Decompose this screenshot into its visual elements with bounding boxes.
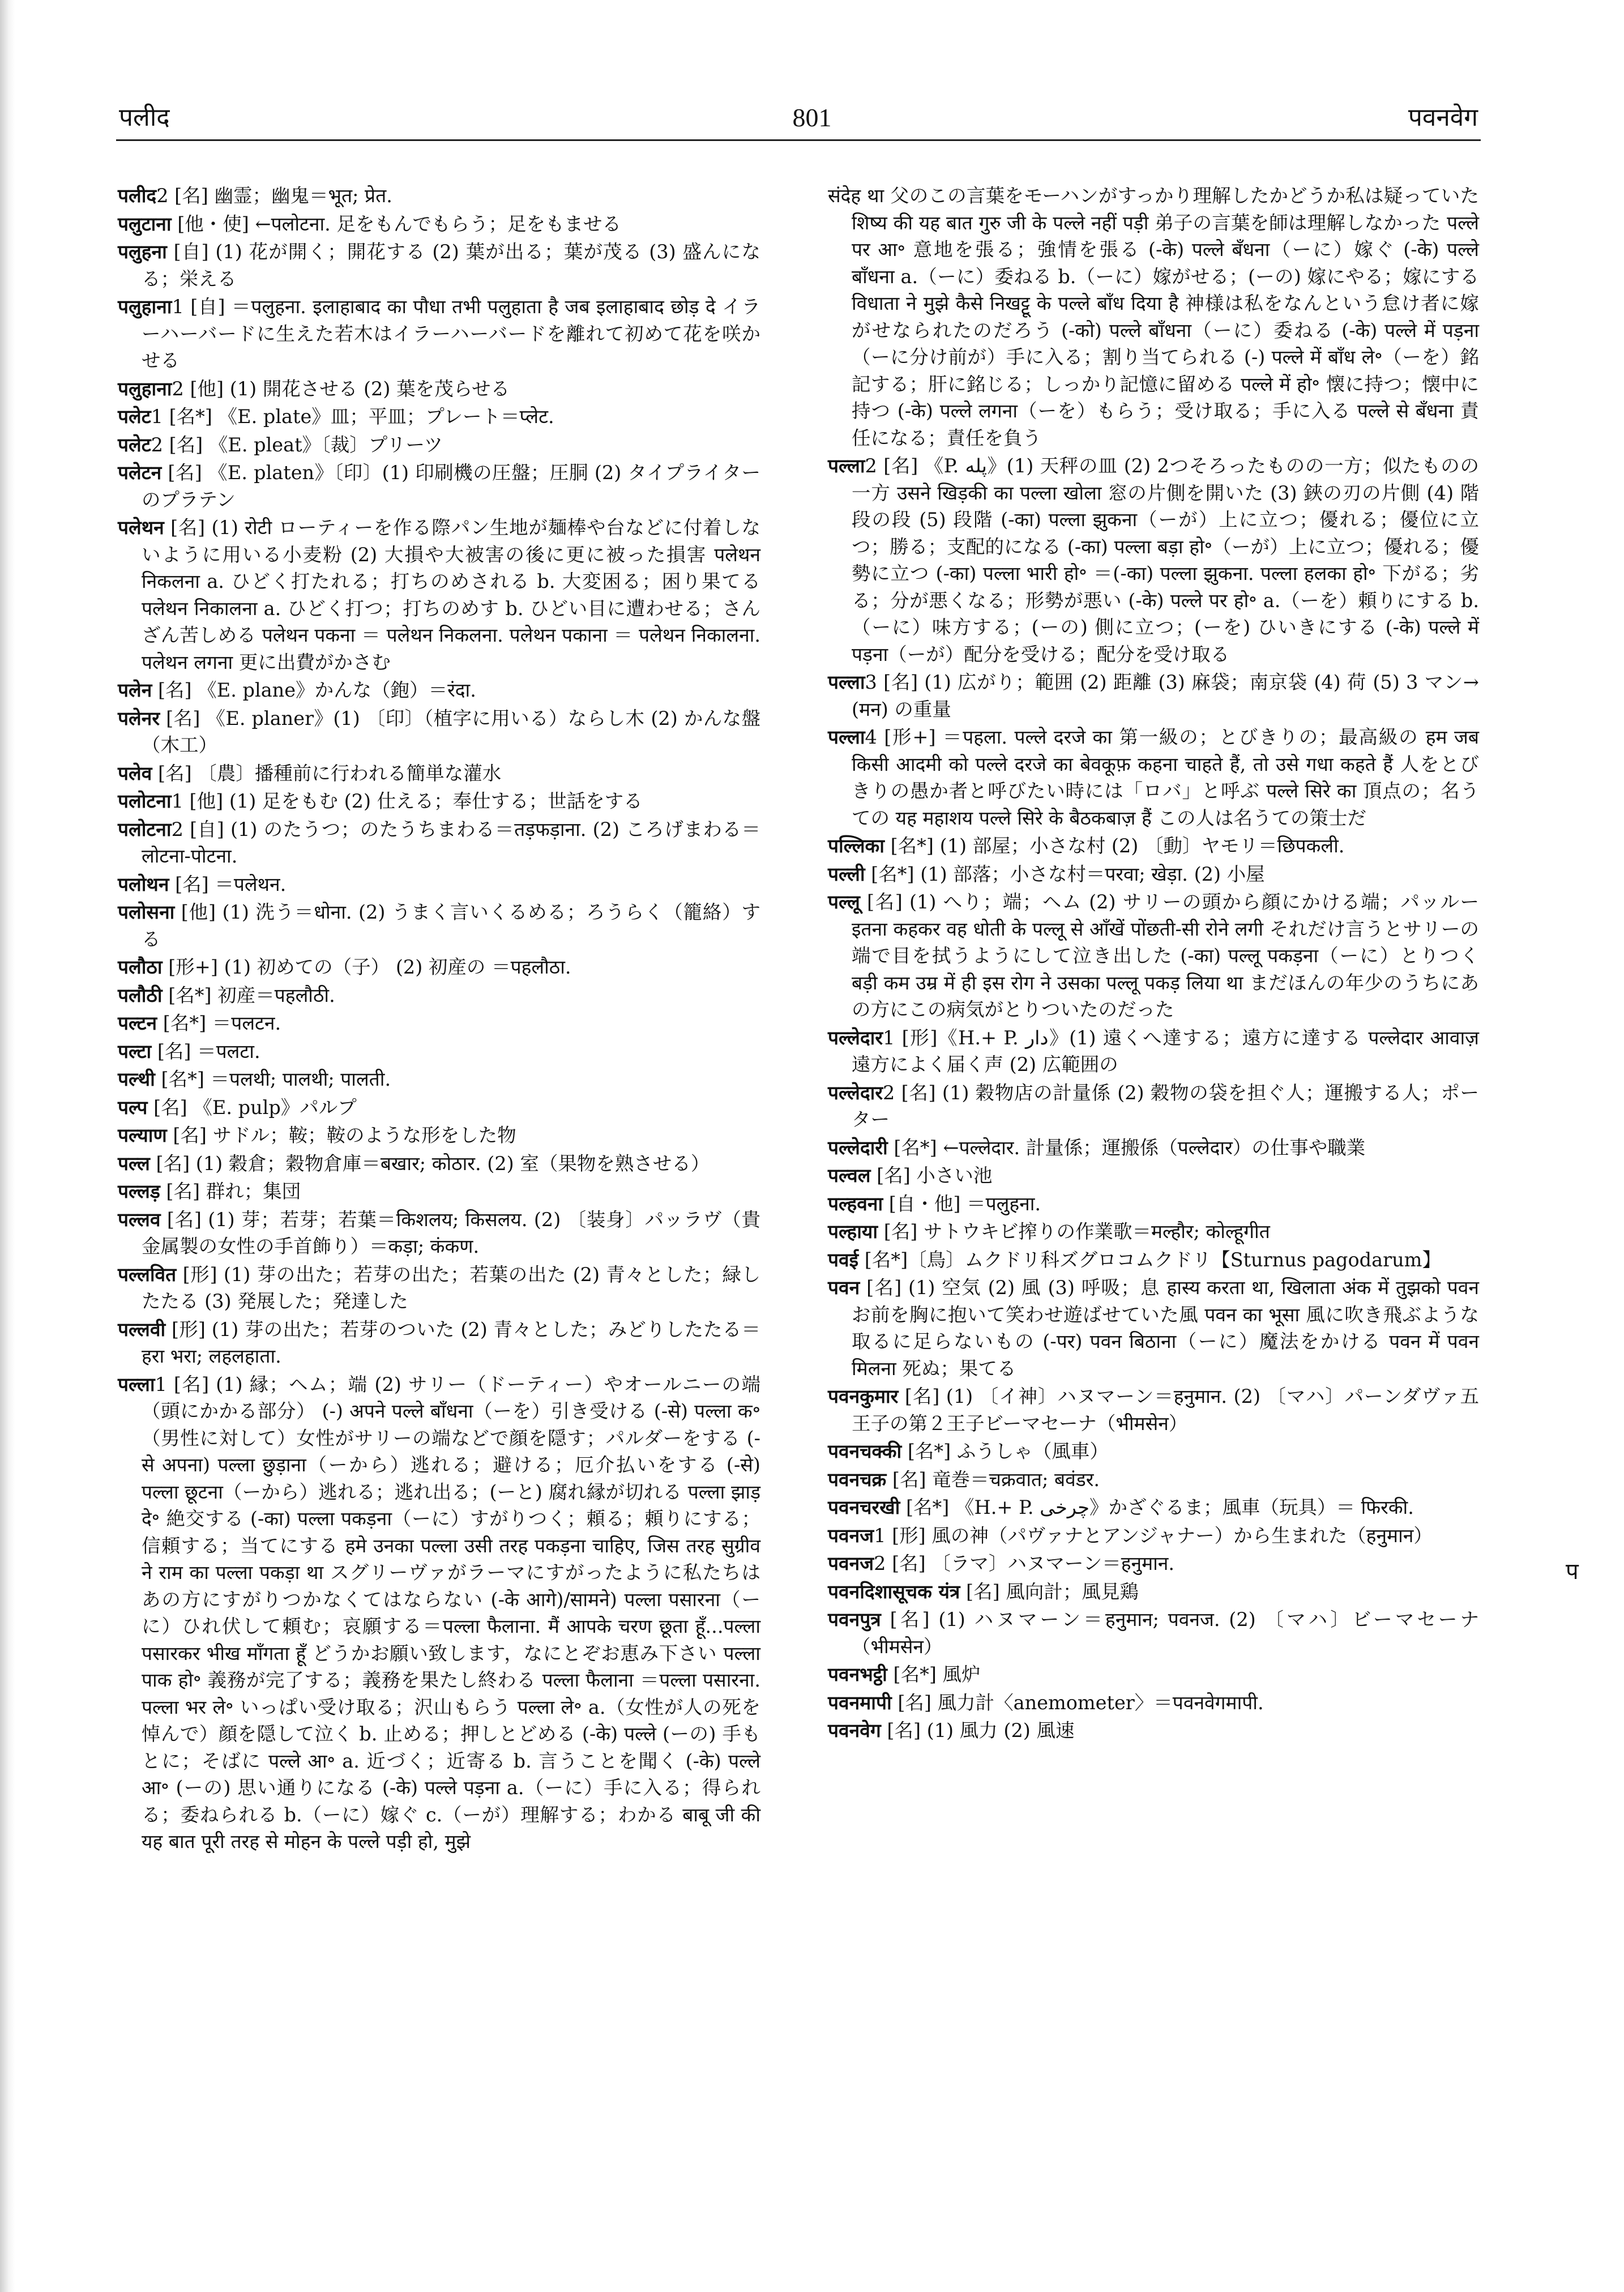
entry-definition: [名] サトウキビ搾りの作業歌＝मल्हौर; कोल्हूगीत xyxy=(878,1220,1270,1243)
entry-headword: पवई xyxy=(828,1248,859,1271)
dictionary-entry xyxy=(118,1038,760,1065)
entry-definition: [名*] ←पल्लेदार. 計量係；運搬係（पल्लेदार）の仕事や職業 xyxy=(887,1136,1366,1159)
thumb-index-letter: प xyxy=(1566,1559,1579,1585)
entry-headword: पलुहाना xyxy=(118,296,172,318)
entry-definition: [名] (1) ハヌマーン＝हनुमान; पवनज. (2) 〔マハ〕ビーマセーナ（भीमसेन） xyxy=(852,1608,1479,1658)
entry-headword: पलेव xyxy=(118,762,152,784)
entry-definition: [名] 《E. plane》かんな（鉋）＝रंदा. xyxy=(152,679,476,701)
dictionary-entry xyxy=(118,1150,760,1177)
entry-definition: [名*] 風炉 xyxy=(887,1663,981,1685)
entry-headword: पलेटन xyxy=(118,462,162,484)
entry-definition: [名] (1) 風力 (2) 風速 xyxy=(881,1719,1075,1742)
entry-definition: [名*] ふうしゃ（風車） xyxy=(901,1440,1109,1462)
right-column xyxy=(828,182,1479,1745)
entry-headword: पलोथन xyxy=(118,873,169,895)
entry-definition: [他] (1) 洗う＝धोना. (2) うまく言いくるめる；ろうらく（籠絡）する xyxy=(142,901,760,950)
dictionary-entry xyxy=(118,871,760,898)
entry-headword: पलेथन xyxy=(118,517,164,539)
entry-headword: पवनचरखी xyxy=(828,1496,900,1518)
left-column xyxy=(118,182,760,1856)
entry-definition: [名*] (1) 部屋；小さな村 (2) 〔動〕ヤモリ＝छिपकली. xyxy=(884,835,1345,857)
entry-headword: पवन xyxy=(828,1277,860,1299)
dictionary-entry xyxy=(828,1134,1479,1162)
entry-headword: पवनकुमार xyxy=(828,1385,899,1407)
entry-headword: पवनपुत्र xyxy=(828,1608,881,1631)
entry-headword: पवनवेग xyxy=(828,1719,881,1742)
entry-definition: [名] サドル；鞍；鞍のような形をした物 xyxy=(166,1124,516,1146)
dictionary-entry xyxy=(118,677,760,704)
entry-definition: [名*] 初産＝पहलौठी. xyxy=(162,984,335,1006)
dictionary-entry xyxy=(118,954,760,981)
dictionary-entry xyxy=(118,514,760,676)
entry-definition: [名] (1) रोटी ローティーを作る際パン生地が麺棒や台などに付着しないように用いる小麦粉 (2) 大損や大被害の後に更に被った損害 पलेथन निकलना a. ひどく打たれる；打ちのめされる b. 大変困る；困り果てる पलेथन निकालना a. ひどく打つ；打ちのめす b. ひどい目に遭わせる；さんざん苦しめる पलेथन पकना ＝ पलेथन निकलना. पलेथन पकाना ＝ पलेथन निकालना. पलेथन लगना 更に出費がかさむ xyxy=(142,517,760,673)
entry-headword: पलुहाना xyxy=(118,377,172,400)
dictionary-entry xyxy=(118,375,760,403)
entry-definition: 2 [自] (1) のたうつ；のたうちまわる＝तड़फड़ाना. (2) ころげまわる＝लोटना-पोटना. xyxy=(142,818,760,867)
entry-definition: [自] (1) 花が開く；開花する (2) 葉が出る；葉が茂る (3) 盛んになる；栄える xyxy=(142,241,760,290)
entry-definition: [名] ＝पलटा. xyxy=(151,1040,260,1062)
dictionary-entry xyxy=(118,1261,760,1315)
dictionary-entry xyxy=(118,1316,760,1370)
dictionary-entry xyxy=(118,1122,760,1149)
entry-definition: [名] 《E. planer》(1) 〔印〕（植字に用いる）ならし木 (2) かんな盤（木工） xyxy=(142,707,760,756)
entry-headword: पलौठी xyxy=(118,984,163,1006)
entry-headword: पवनचक्र xyxy=(828,1468,887,1491)
entry-definition: [名] (1) 〔イ神〕ハヌマーン＝हनुमान. (2) 〔マハ〕パーンダヴァ五王子の第２王子ビーマセーナ（भीमसेन） xyxy=(852,1385,1479,1435)
dictionary-entry xyxy=(118,816,760,870)
dictionary-entry xyxy=(828,1661,1479,1688)
entry-definition: [名*] 《H.+ P. چرخی》かざぐるま；風車（玩具）＝ फिरकी. xyxy=(900,1496,1414,1518)
entry-definition: [形] (1) 芽の出た；若芽のついた (2) 青々とした；みどりしたたる＝हरा भरा; लहलहाता. xyxy=(142,1318,760,1367)
dictionary-entry xyxy=(118,982,760,1009)
dictionary-entry xyxy=(828,1606,1479,1660)
entry-headword: पल्वल xyxy=(828,1164,871,1186)
dictionary-entry xyxy=(828,1190,1479,1218)
dictionary-entry xyxy=(118,899,760,953)
dictionary-entry xyxy=(118,182,760,210)
dictionary-entry xyxy=(118,1094,760,1121)
entry-headword: पलुटाना xyxy=(118,212,172,235)
entry-headword: पल्लेदार xyxy=(828,1026,883,1049)
dictionary-entry xyxy=(828,861,1479,888)
entry-definition: संदेह था 父のこの言葉をモーハンがすっかり理解したかどうか私は疑っていた शिष्य की यह बात गुरु जी के पल्ले नहीं पड़ी 弟子の言葉を師は理解しなかった पल्ले पर आ॰ 意地を張る；強情を張る (-के) पल्ले बँधना（ーに）嫁ぐ (-के) पल्ले बाँधना a.（ーに）委ねる b.（ーに）嫁がせる；(ーの) 嫁にやる；嫁にする विधाता ने मुझे कैसे निखट्टू के पल्ले बाँध दिया है 神様は私をなんという怠け者に嫁がせなられたのだろう (-को) पल्ले बाँधना（ーに）委ねる (-के) पल्ले में पड़ना（ーに分け前が）手に入る；割り当てられる (-) पल्ले में बाँध ले॰（ーを）銘記する；肝に銘じる；しっかり記憶に留める पल्ले में हो॰ 懐に持つ；懐中に持つ (-के) पल्ले लगना（ーを）もらう；受け取る；手に入る पल्ले से बँधना 責任になる；責任を負う xyxy=(828,185,1480,449)
entry-headword: पलेट xyxy=(118,433,151,456)
header-rule xyxy=(116,139,1481,141)
entry-definition: [形+] (1) 初めての（子） (2) 初産の ＝पहलौठा. xyxy=(162,956,571,978)
entry-headword: पलुहना xyxy=(118,241,167,263)
dictionary-entry xyxy=(118,1010,760,1037)
entry-definition: [名*] ＝पलथी; पालथी; पालती. xyxy=(155,1068,391,1090)
dictionary-entry xyxy=(828,1162,1479,1189)
dictionary-entry xyxy=(118,788,760,815)
dictionary-entry xyxy=(828,1274,1479,1382)
entry-headword: पवनचक्की xyxy=(828,1440,902,1462)
entry-headword: पलेट xyxy=(118,406,151,428)
dictionary-entry xyxy=(828,724,1479,831)
entry-headword: पल्ली xyxy=(828,863,865,885)
dictionary-entry xyxy=(118,1178,760,1205)
entry-headword: पलेनर xyxy=(118,707,160,729)
entry-definition: 2 [名] (1) 穀物店の計量係 (2) 穀物の袋を担ぐ人；運搬する人；ポーター xyxy=(852,1081,1479,1130)
dictionary-entry xyxy=(828,453,1479,668)
header-right-guide-word: पवनवेग xyxy=(1408,103,1478,132)
entry-headword: पल्लेदार xyxy=(828,1081,883,1104)
entry-definition: [名*] ＝पलटन. xyxy=(157,1012,281,1034)
dictionary-entry xyxy=(118,1066,760,1093)
entry-headword: पल्हाया xyxy=(828,1220,878,1243)
entry-headword: पवनज xyxy=(828,1524,874,1547)
dictionary-entry xyxy=(828,1466,1479,1493)
dictionary-entry xyxy=(828,669,1479,723)
entry-headword: पवनभट्ठी xyxy=(828,1663,887,1685)
entry-definition: [名] (1) 空気 (2) 風 (3) 呼吸；息 हास्य करता था, खिलाता अंक में तुझको पवन お前を胸に抱いて笑わせ遊ばせていた風 पवन का भूसा 風に吹き飛ぶような取るに足らないもの (-पर) पवन बिठाना（ーに）魔法をかける पवन में पवन मिलना 死ぬ；果てる xyxy=(852,1277,1479,1380)
dictionary-entry xyxy=(828,1218,1479,1245)
entry-headword: पलीद xyxy=(118,185,157,207)
dictionary-entry xyxy=(828,833,1479,860)
entry-headword: पल्टा xyxy=(118,1040,152,1062)
entry-definition: [名] 風向計；風見鶏 xyxy=(960,1580,1139,1603)
entry-headword: पवनज xyxy=(828,1552,874,1574)
entry-definition: 2 [名] 〔ラマ〕ハヌマーン＝हनुमान. xyxy=(874,1552,1175,1574)
entry-definition: [名] (1) へり；端；ヘム (2) サリーの頭から顔にかける端；パッルー इतना कहकर वह धोती के पल्लू से आँखें पोंछती-सी रोने लगी それだけ言うとサリーの端で目を拭うようにして泣き出した (-का) पल्लू पकड़ना（ーに）とりつく बड़ी कम उम्र में ही इस रोग ने उसका पल्लू पकड़ लिया था まだほんの年少のうちにあの方にこの病気がとりついたのだった xyxy=(852,891,1479,1021)
entry-headword: पल्लड़ xyxy=(118,1180,160,1202)
dictionary-entry xyxy=(828,1717,1479,1744)
entry-definition: 3 [名] (1) 広がり；範囲 (2) 距離 (3) 麻袋；南京袋 (4) 荷 (5) 3 マン→ (मन) の重量 xyxy=(852,671,1479,720)
entry-definition: [名] 〔農〕播種前に行われる簡単な灌水 xyxy=(152,762,502,784)
entry-definition: [名] (1) 穀倉；穀物倉庫＝बखार; कोठार. (2) 室（果物を熟させる） xyxy=(149,1152,710,1175)
entry-headword: पल्टन xyxy=(118,1012,157,1034)
entry-headword: पल्ल xyxy=(118,1152,150,1175)
entry-headword: पलोटना xyxy=(118,790,172,812)
dictionary-entry xyxy=(828,1578,1479,1606)
entry-definition: 1 [他] (1) 足をもむ (2) 仕える；奉仕する；世話をする xyxy=(171,790,643,812)
dictionary-entry xyxy=(828,1522,1479,1550)
entry-headword: पल्याण xyxy=(118,1124,167,1146)
dictionary-entry xyxy=(828,1438,1479,1465)
dictionary-entry xyxy=(118,459,760,513)
entry-definition: [名] 小さい池 xyxy=(870,1164,993,1186)
dictionary-entry xyxy=(118,293,760,374)
dictionary-entry xyxy=(118,1371,760,1855)
entry-headword: पलोसना xyxy=(118,901,175,923)
entry-headword: पलोटना xyxy=(118,818,172,840)
entry-definition: [名*] (1) 部落；小さな村＝परवा; खेड़ा. (2) 小屋 xyxy=(865,863,1265,885)
dictionary-entry xyxy=(118,432,760,459)
entry-headword: पल्ला xyxy=(118,1373,155,1395)
entry-headword: पल्प xyxy=(118,1096,148,1119)
entry-definition: 1 [形] 風の神（パヴァナとアンジャナー）から生まれた（हनुमान） xyxy=(874,1524,1433,1547)
entry-headword: पवनदिशासूचक यंत्र xyxy=(828,1580,960,1603)
entry-definition: 1 [名] (1) 縁；ヘム；端 (2) サリー（ドーティー）やオールニーの端（頭にかかる部分） (-) अपने पल्ले बाँधना（ーを）引き受ける (-से) पल्ला क॰（男性に対して）女性がサリーの端などで顔を隠す；パルダーをする (-से अपना) पल्ला छुड़ाना（ーから）逃れる；避ける；厄介払いをする (-से) पल्ला छूटना（ーから）逃れる；逃れ出る；(ーと) 腐れ縁が切れる पल्ला झाड़ दे॰ 絶交する (-का) पल्ला पकड़ना（ーに）すがりつく；頼る；頼りにする；信頼する；当てにする हमे उनका पल्ला उसी तरह पकड़ना चाहिए, जिस तरह सुग्रीव ने राम का पल्ला पकड़ा था スグリーヴァがラーマにすがったように私たちはあの方にすがりつかなくてはならない (-के आगे)/सामने) पल्ला पसारना（ーに）ひれ伏して頼む；哀願する＝पल्ला फैलाना. मैं आपके चरण छूता हूँ...पल्ला पसारकर भीख माँगता हूँ どうかお願い致します，なにとぞお恵み下さい पल्ला पाक हो॰ 義務が完了する；義務を果たし終わる पल्ला फैलाना ＝पल्ला पसारना. पल्ला भर ले॰ いっぱい受け取る；沢山もらう पल्ला ले॰ a.（女性が人の死を悼んで）顔を隠して泣く b. 止める；押しとどめる (-के) पल्ले (ーの) 手もとに；そばに पल्ले आ॰ a. 近づく；近寄る b. 言うことを聞く (-के) पल्ले आ॰ (ーの) 思い通りになる (-के) पल्ले पड़ना a.（ーに）手に入る；得られる；委ねられる b.（ーに）嫁ぐ c.（ーが）理解する；わかる बाबू जी की यह बात पूरी तरह से मोहन के पल्ले पड़ी हो, मुझे xyxy=(142,1373,760,1853)
entry-definition: [他・使] ←पलोटना. 足をもんでもらう；足をもませる xyxy=(171,212,621,235)
entry-definition: [自・他] ＝पलुहना. xyxy=(883,1192,1041,1215)
page-number: 801 xyxy=(792,103,832,132)
entry-definition: 1 [形]《H.+ P. دار》(1) 遠くへ達する；遠方に達する पल्लेदार आवाज़ 遠方によく届く声 (2) 広範囲の xyxy=(852,1026,1480,1075)
entry-definition: [名] ＝पलेथन. xyxy=(169,873,287,895)
entry-definition: 1 [名*] 《E. plate》皿；平皿；プレート＝प्लेट. xyxy=(151,406,554,428)
dictionary-entry xyxy=(828,1025,1479,1078)
dictionary-entry xyxy=(118,211,760,238)
entry-definition: [名] 《E. platen》〔印〕(1) 印刷機の圧盤；圧胴 (2) タイプライターのプラテン xyxy=(142,462,760,511)
dictionary-entry xyxy=(118,760,760,787)
dictionary-entry xyxy=(828,1550,1479,1577)
entry-headword: पवनमापी xyxy=(828,1691,892,1714)
dictionary-entry xyxy=(118,1206,760,1260)
entry-definition: 2 [他] (1) 開花させる (2) 葉を茂らせる xyxy=(172,377,510,400)
entry-definition: 2 [名] 《E. pleat》〔裁〕プリーツ xyxy=(151,433,443,456)
dictionary-entry xyxy=(118,403,760,430)
entry-headword: पल्लेदारी xyxy=(828,1136,888,1159)
entry-headword: पल्लू xyxy=(828,891,860,913)
dictionary-entry xyxy=(828,1383,1479,1437)
dictionary-entry xyxy=(118,705,760,759)
dictionary-entry xyxy=(828,1494,1479,1521)
entry-definition: [名] 《E. pulp》パルプ xyxy=(147,1096,357,1119)
entry-headword: पल्लवित xyxy=(118,1263,177,1286)
entry-definition: 4 [形+] ＝पहला. पल्ले दरजे का 第一級の；とびきりの；最高級の हम जब किसी आदमी को पल्ले दरजे का बेवकूफ़ कहना चाहते हैं, तो उसे गधा कहते हैं 人をとびきりの愚か者と呼びたい時には「ロバ」と呼ぶ पल्ले सिरे का 頂点の；名うての यह महाशय पल्ले सिरे के बैठकबाज़ हैं この人は名うての策士だ xyxy=(852,726,1479,829)
entry-headword: पल्लवी xyxy=(118,1318,166,1341)
entry-headword: पलौठा xyxy=(118,956,163,978)
dictionary-entry xyxy=(828,182,1479,451)
dictionary-entry xyxy=(828,1247,1479,1274)
entry-headword: पल्ला xyxy=(828,671,865,693)
entry-definition: [名] 群れ；集団 xyxy=(160,1180,301,1202)
entry-headword: पल्लिका xyxy=(828,835,884,857)
entry-headword: पल्ला xyxy=(828,726,865,748)
entry-headword: पल्थी xyxy=(118,1068,155,1090)
entry-definition: 2 [名] 《P. پله》(1) 天秤の皿 (2) 2つそろったものの一方；似たものの一方 उसने खिड़की का पल्ला खोला 窓の片側を開いた (3) 鋏の刃の片側 (4) 階段の段 (5) 段階 (-का) पल्ला झुकना（ーが）上に立つ；優れる；優位に立つ；勝る；支配的になる (-का) पल्ला बड़ा हो॰（ーが）上に立つ；優れる；優勢に立つ (-का) पल्ला भारी हो॰ ＝(-का) पल्ला झुकना. पल्ला हलका हो॰ 下がる；劣る；分が悪くなる；形勢が悪い (-के) पल्ले पर हो॰ a.（ーを）頼りにする b.（ーに）味方する；(ーの) 側に立つ；(ーを) ひいきにする (-के) पल्ले में पड़ना（ーが）配分を受ける；配分を受け取る xyxy=(852,455,1479,665)
entry-definition: 1 [自] ＝पलुहना. इलाहाबाद का पौधा तभी पलुहाता है जब इलाहाबाद छोड़ दे イラーハーバードに生えた若木はイラーハーバードを離れて初めて花を咲かせる xyxy=(142,296,760,372)
entry-definition: [形] (1) 芽の出た；若芽の出た；若葉の出た (2) 青々とした；緑したたる (3) 発展した；発達した xyxy=(142,1263,760,1312)
entry-definition: [名] 風力計〈anemometer〉＝पवनवेगमापी. xyxy=(891,1691,1264,1714)
dictionary-entry xyxy=(828,1689,1479,1717)
entry-definition: [名] 竜巻＝चक्रवात; बवंडर. xyxy=(886,1468,1100,1491)
header-left-guide-word: पलीद xyxy=(119,103,170,132)
entry-headword: पल्लव xyxy=(118,1208,161,1231)
entry-headword: पल्हवना xyxy=(828,1192,883,1215)
entry-headword: पल्ला xyxy=(828,455,865,477)
entry-definition: 2 [名] 幽霊；幽鬼＝भूत; प्रेत. xyxy=(156,185,392,207)
dictionary-entry xyxy=(118,238,760,292)
entry-definition: [名] (1) 芽；若芽；若葉＝किशलय; किसलय. (2) 〔装身〕パッラヴ（貴金属製の女性の手首飾り）＝कड़ा; कंकण. xyxy=(142,1208,760,1257)
scan-edge-shadow xyxy=(0,0,15,2292)
dictionary-entry xyxy=(828,1079,1479,1133)
entry-definition: [名*]〔鳥〕ムクドリ科ズグロコムクドリ【Sturnus pagodarum】 xyxy=(858,1248,1441,1271)
dictionary-entry xyxy=(828,889,1479,1023)
entry-headword: पलेन xyxy=(118,679,152,701)
